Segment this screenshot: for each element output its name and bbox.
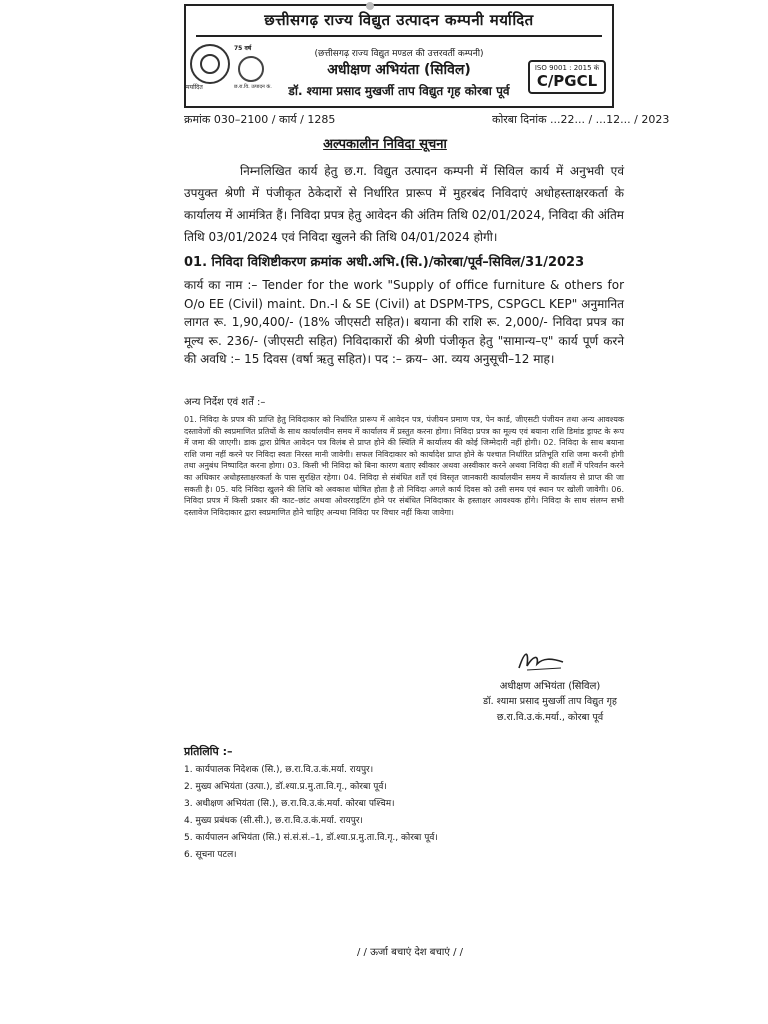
signatory-designation: अधीक्षण अभियंता (सिविल)	[499, 681, 601, 692]
signatory-office: डॉ. श्यामा प्रसाद मुखर्जी ताप विद्युत गृह	[483, 696, 617, 707]
tender-details: कार्य का नाम :– Tender for the work "Supply of office furniture & others for O/o EE (Civil) maint. Dn.-I & SE (Civil) at DSPM-TPS, CSPGCL KEP" अनुमानित लागत रू. 1,90,400/- (18% जीएसटी सहित)। बयाना की राशि रू. 2,000/- निविदा प्रपत्र का मूल्य रू. 236/- (जीएसटी सहित) निविदाकारों की श्रेणी पंजीकृत हेतु "सामान्य–ए" कार्य पूर्ण करने की अवधि :– 15 दिवस (वर्षा ऋतु सहित)। पद :– क्रय– आ. व्यय अनुसूची–12 माह।	[184, 278, 624, 366]
brand-name: C/PGCL	[536, 72, 598, 90]
reference-date: कोरबा दिनांक ...22... / ...12... / 2023	[492, 113, 670, 126]
notice-heading: अल्पकालीन निविदा सूचना	[323, 137, 447, 152]
signatory-company: छ.रा.वि.उ.कं.मर्या., कोरबा पूर्व	[496, 712, 604, 723]
iso-text: ISO 9001 : 2015 कं	[534, 64, 600, 72]
intro-paragraph: निम्नलिखित कार्य हेतु छ.ग. विद्युत उत्पादन कम्पनी में सिविल कार्य में अनुभवी एवं उपयुक्त श्रेणी में पंजीकृत ठेकेदारों से निर्धारित प्रारूप में मुहरबंद निविदाएं अधोहस्ताक्षरकर्ता के कार्यालय में आमंत्रित हैं। निविदा प्रपत्र हेतु आवेदन की अंतिम तिथि 02/01/2024, निविदा की अंतिम तिथि 03/01/2024 एवं निविदा खुलने की तिथि 04/01/2024 होगी।	[184, 164, 624, 244]
copy-to-list	[184, 762, 484, 864]
list-item: 3. अधीक्षण अभियंता (सि.), छ.रा.वि.उ.कं.मर्या. कोरबा पश्चिम।	[184, 799, 395, 809]
terms-title: अन्य निर्देश एवं शर्तें :–	[184, 397, 266, 408]
office-name: अधीक्षण अभियंता (सिविल)	[327, 62, 471, 78]
copy-to-title: प्रतिलिपि :–	[184, 745, 233, 758]
office-address: डॉ. श्यामा प्रसाद मुखर्जी ताप विद्युत गृह कोरबा पूर्व	[288, 84, 510, 98]
logo-caption: मर्यादित	[186, 84, 203, 91]
company-name: छत्तीसगढ़ राज्य विद्युत उत्पादन कम्पनी मर्यादित	[196, 10, 602, 37]
brand-badge	[528, 60, 606, 94]
reference-number: क्रमांक 030–2100 / कार्य / 1285	[184, 113, 336, 126]
list-item: 4. मुख्य प्रबंधक (सी.सी.), छ.रा.वि.उ.कं.मर्या. रायपुर।	[184, 816, 363, 826]
anniversary-caption: छ.रा.वि. उत्पादन कं.	[234, 84, 272, 90]
punch-hole	[366, 2, 374, 10]
company-logo-icon	[190, 44, 230, 84]
footer-slogan: / / ऊर्जा बचाएं देश बचाएं / /	[356, 947, 464, 958]
list-item: 2. मुख्य अभियंता (उत्पा.), डॉ.श्या.प्र.मु.ता.वि.गृ., कोरबा पूर्व।	[184, 782, 387, 792]
tender-specification-heading: 01. निविदा विशिष्टीकरण क्रमांक अधी.अभि.(सि.)/कोरबा/पूर्व–सिविल/31/2023	[184, 255, 585, 270]
anniversary-logo-icon	[238, 56, 264, 82]
list-item: 5. कार्यपालन अभियंता (सि.) सं.सं.सं.–1, डॉ.श्या.प्र.मु.ता.वि.गृ., कोरबा पूर्व।	[184, 833, 438, 843]
list-item: 6. सूचना पटल।	[184, 850, 237, 860]
list-item: 1. कार्यपालक निदेशक (सि.), छ.रा.वि.उ.कं.मर्या. रायपुर।	[184, 765, 374, 775]
signature-mark	[515, 648, 567, 674]
anniversary-label: 75 वर्ष	[234, 45, 252, 52]
terms-paragraph: 01. निविदा के प्रपत्र की प्राप्ति हेतु निविदाकार को निर्धारित प्रारूप में आवेदन पत्र, पंजीयन प्रमाण पत्र, पेन कार्ड, जीएसटी पंजीयन तथा अन्य आवश्यक दस्तावेजों की स्वप्रमाणित प्रतियों के साथ कार्यालयीन समय में कार्यालय में प्रस्तुत करना होगा। निविदा प्रपत्र का मूल्य एवं बयाना राशि डिमांड ड्राफ्ट के रूप में जमा की जाएगी। डाक द्वारा प्रेषित आवेदन पत्र विलंब से प्राप्त होने की स्थिति में कार्यालय की कोई जिम्मेदारी नहीं होगी। 02. निविदा के साथ बयाना राशि जमा नहीं करने पर निविदा स्वतः निरस्त मानी जावेगी। सफल निविदाकार को कार्यादेश प्राप्त होने के पश्चात निर्धारित प्रतिभूति राशि जमा करनी होगी तथा अनुबंध निष्पादित करना होगा। 03. किसी भी निविदा को बिना कारण बताए स्वीकार अथवा अस्वीकार करने अथवा निविदा की शर्तों में परिवर्तन करने का अधिकार अधोहस्ताक्षरकर्ता के पास सुरक्षित रहेगा। 04. निविदा से संबंधित शर्तें एवं विस्तृत जानकारी कार्यालयीन समय में कार्यालय से प्राप्त की जा सकती है। 05. यदि निविदा खुलने की तिथि को अवकाश घोषित होता है तो निविदा अगले कार्य दिवस को उसी समय एवं स्थान पर खोली जावेगी। 06. निविदा प्रपत्र में किसी प्रकार की काट–छांट अथवा ओवरराइटिंग होने पर संबंधित निविदाकार के हस्ताक्षर आवश्यक होंगे। निविदा के साथ संलग्न सभी दस्तावेज निविदाकार द्वारा स्वप्रमाणित होने चाहिए अन्यथा निविदा पर विचार नहीं किया जावेगा।	[184, 415, 624, 517]
company-subtitle: (छत्तीसगढ़ राज्य विद्युत मण्डल की उत्तरवर्ती कम्पनी)	[314, 49, 484, 59]
